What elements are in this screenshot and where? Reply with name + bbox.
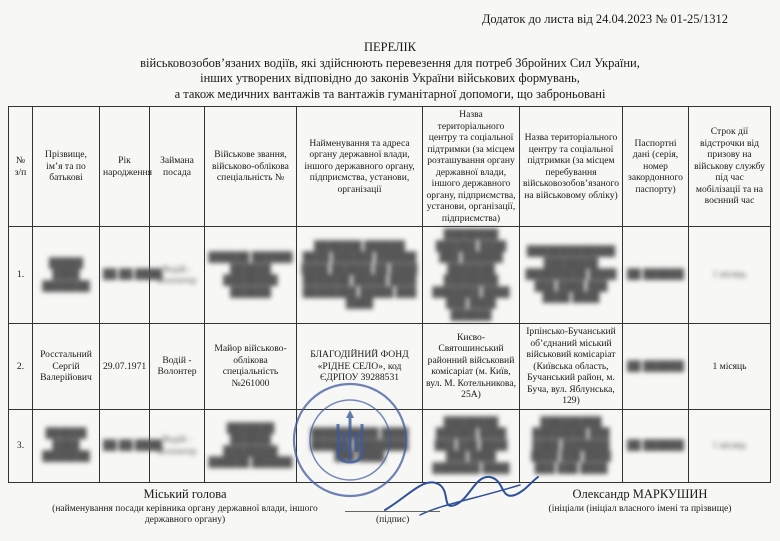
appendix-reference: Додаток до листа від 24.04.2023 № 01-25/1312: [481, 12, 728, 26]
redacted-passport: ██ ██████: [623, 409, 689, 482]
document-title: ПЕРЕЛІК: [363, 40, 417, 54]
subtitle-line-3: а також медичних вантажів та вантажів гуманітарної допомоги, що заброньовані: [174, 86, 606, 101]
redacted-center2: █████████████ ████████ █████████ ████ ███ ████ ███ ████ ████: [520, 227, 623, 324]
redacted-org: ███████ ██████ ████ ██████ ██████ ████ ██████ ██ ████ ███████ █████ ████ ████████ █████ ███ ████: [297, 227, 423, 324]
row-number: 1.: [9, 227, 33, 324]
row-year: 29.07.1971: [100, 324, 150, 410]
trident-icon: [338, 418, 362, 462]
row-rank: Майор військово-облікова спеціальність №261000: [205, 324, 297, 410]
column-header: № з/п: [9, 107, 33, 227]
column-header: Займана посада: [150, 107, 205, 227]
row-term: 1 місяць: [689, 227, 771, 324]
table-header-row: [9, 107, 771, 227]
row-center2: Ірпінсько-Бучанський об’єднаний міський військовий комісаріат (Київська область, Бучанський район, м. Буча, вул. Яблунська, 129): [520, 324, 623, 410]
signature-line: [345, 511, 440, 512]
row-number: 3.: [9, 409, 33, 482]
redacted-rank: ██████ ██████ ██████ ████████ ██████: [205, 227, 297, 324]
position-caption: (найменування посади керівника органу державної влади, іншого державного органу): [52, 504, 318, 525]
column-header: Найменування та адреса органу державної влади, іншого державного органу, підприємства, установи, організації: [297, 107, 423, 227]
signer-caption: (ініціали (ініціал власного імені та прізвище): [548, 504, 732, 514]
row-position: Водій - Волонтер: [150, 324, 205, 410]
redacted-name: ██████ ████ ███████: [33, 409, 100, 482]
table-row: [9, 227, 771, 324]
position-block: [40, 487, 330, 526]
subtitle-line-2: інших утворених відповідно до законів України військових формувань,: [200, 71, 580, 85]
redacted-center1: ████████ ██████ ████ ███ ██████ ███████ ████████ ███████ ████ ███ ████ ██████: [423, 227, 520, 324]
redacted-year: ██.██.████: [100, 227, 150, 324]
redacted-passport: ██ ██████: [623, 324, 689, 410]
row-position: Водій - Волонтер: [150, 409, 205, 482]
subtitle-line-1: військовозобов’язаних водіїв, які здійснюють перевезення для потреб Збройних Сил України,: [140, 55, 640, 70]
redacted-year: ██.██.████: [100, 409, 150, 482]
redacted-rank: ███████ ██████ ████████ ██████ ██████: [205, 409, 297, 482]
row-name: Росстальний Сергій Валерійович: [33, 324, 100, 410]
redacted-center1: ████████ ██████ ████ ███ ███ ████ ███ ████ ███████ ████: [423, 409, 520, 482]
row-position: Водій - Волонтер: [150, 227, 205, 324]
column-header: Строк дії відстрочки від призову на військову службу під час мобілізації та на воєнний час: [689, 107, 771, 227]
column-header: Прізвище, ім’я та по батькові: [33, 107, 100, 227]
row-term: 1 місяць: [689, 324, 771, 410]
column-header: Паспортні дані (серія, номер закордонного паспорту): [623, 107, 689, 227]
trident-tip: [346, 410, 354, 418]
row-number: 2.: [9, 324, 33, 410]
column-header: Рік народження: [100, 107, 150, 227]
signature-caption: (підпис): [376, 515, 410, 525]
row-center1: Києво-Святошинський районний військовий комісаріат (м. Київ, вул. М. Котельникова, 25А): [423, 324, 520, 410]
row-org: БЛАГОДІЙНИЙ ФОНД «РІДНЕ СЕЛО», код ЄДРПОУ 39288531: [297, 324, 423, 410]
redacted-center2: █████████ ████████ ███ ████ ███████ ████ ███ ████ ███ ███ ████: [520, 409, 623, 482]
signer-name: Олександр МАРКУШИН: [572, 487, 708, 501]
column-header: Назва територіального центру та соціальної підтримки (за місцем перебування військовозобов’язаного на військовому обліку): [520, 107, 623, 227]
redacted-passport: ██ ██████: [623, 227, 689, 324]
column-header: Назва територіального центру та соціальної підтримки (за місцем розташування органу державної влади, іншого державного органу, підприємства, установи, організації, підприємства): [423, 107, 520, 227]
title-block: [0, 40, 780, 102]
signer-block: [520, 487, 760, 515]
row-term: 1 місяць: [689, 409, 771, 482]
position-title: Міський голова: [143, 487, 227, 501]
redacted-org: ██████████ ████ ██████ ████████ ███ ████: [297, 409, 423, 482]
redacted-name: █████ ████ ███████: [33, 227, 100, 324]
column-header: Військове звання, військово-облікова спеціальність №: [205, 107, 297, 227]
